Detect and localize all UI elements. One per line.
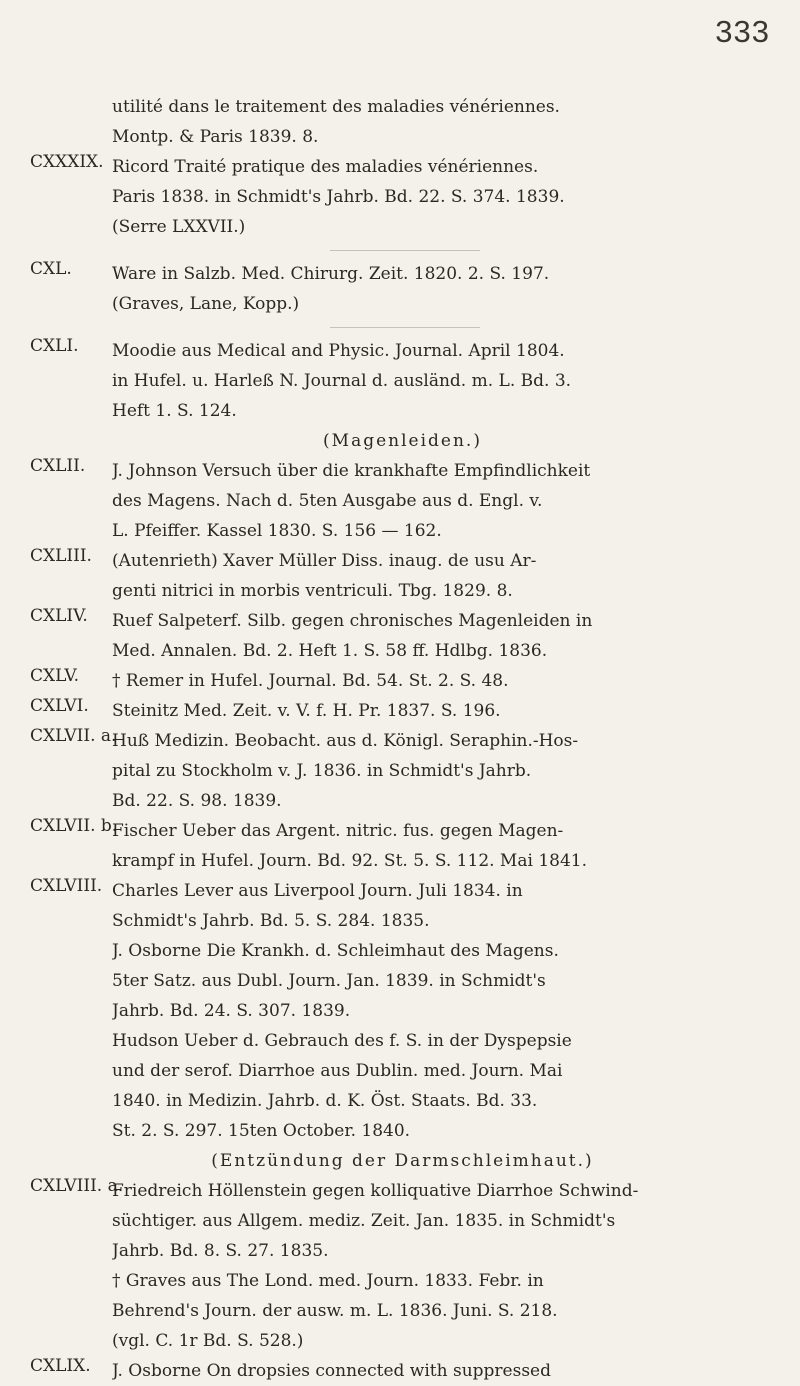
entry-label: CXLI. [30, 336, 79, 356]
entry-line: Bd. 22. S. 98. 1839. [112, 791, 282, 811]
entry-line: Ruef Salpeterf. Silb. gegen chronisches Magenleiden in [112, 611, 593, 631]
entry-line: (Autenrieth) Xaver Müller Diss. inaug. de usu Ar- [112, 551, 537, 571]
entry-line: J. Johnson Versuch über die krankhafte Empfindlichkeit [112, 461, 591, 481]
entry-line: Ware in Salzb. Med. Chirurg. Zeit. 1820. 2. S. 197. [112, 264, 550, 284]
entry-line: krampf in Hufel. Journ. Bd. 92. St. 5. S. 112. Mai 1841. [112, 851, 587, 871]
bibliography-entry [30, 666, 775, 696]
entry-line: Montp. & Paris 1839. 8. [112, 127, 319, 147]
page-number: 333 [715, 14, 770, 49]
entry-text [112, 92, 775, 152]
entry-text [112, 666, 775, 696]
entry-text [112, 456, 775, 546]
entry-line: Huß Medizin. Beobacht. aus d. Königl. Seraphin.-Hos- [112, 731, 579, 751]
entry-text [112, 606, 775, 666]
entry-line: (Graves, Lane, Kopp.) [112, 294, 300, 314]
entry-line: Paris 1838. in Schmidt's Jahrb. Bd. 22. S. 374. 1839. [112, 187, 565, 207]
section-heading: (Entzündung der Darmschleimhaut.) [211, 1151, 594, 1171]
entry-line: Ricord Traité pratique des maladies vénériennes. [112, 157, 539, 177]
entry-text [112, 1176, 775, 1356]
entry-line: Jahrb. Bd. 8. S. 27. 1835. [112, 1241, 329, 1261]
section-heading: (Magenleiden.) [323, 431, 482, 451]
entry-line: pital zu Stockholm v. J. 1836. in Schmidt's Jahrb. [112, 761, 532, 781]
bibliography-entry [30, 816, 775, 876]
entry-text [112, 259, 775, 319]
divider [330, 250, 480, 251]
entry-line: Heft 1. S. 124. [112, 401, 237, 421]
entry-line: Jahrb. Bd. 24. S. 307. 1839. [112, 1001, 351, 1021]
bibliography-entry [30, 152, 775, 242]
entry-line: 1840. in Medizin. Jahrb. d. K. Öst. Staats. Bd. 33. [112, 1091, 538, 1111]
entry-label: CXLIV. [30, 606, 88, 626]
entry-line: † Graves aus The Lond. med. Journ. 1833. Febr. in [112, 1271, 544, 1291]
entry-text [112, 1356, 775, 1386]
entry-line: und der serof. Diarrhoe aus Dublin. med. Journ. Mai [112, 1061, 563, 1081]
entry-line: Moodie aus Medical and Physic. Journal. April 1804. [112, 341, 565, 361]
entry-label: CXLVIII. [30, 876, 103, 896]
entry-line: Hudson Ueber d. Gebrauch des f. S. in der Dyspepsie [112, 1031, 572, 1051]
entry-line: J. Osborne On dropsies connected with suppressed [112, 1361, 551, 1381]
bibliography-entry [30, 726, 775, 816]
bibliography-entry [30, 456, 775, 546]
entry-line: Charles Lever aus Liverpool Journ. Juli 1834. in [112, 881, 523, 901]
entry-text [112, 152, 775, 242]
entry-line: Steinitz Med. Zeit. v. V. f. H. Pr. 1837. S. 196. [112, 701, 501, 721]
entry-label: CXLVI. [30, 696, 89, 716]
entry-line: J. Osborne Die Krankh. d. Schleimhaut des Magens. [112, 941, 559, 961]
bibliography-entry [30, 606, 775, 666]
entry-line: utilité dans le traitement des maladies vénériennes. [112, 97, 560, 117]
entry-text [112, 696, 775, 726]
entry-line: des Magens. Nach d. 5ten Ausgabe aus d. Engl. v. [112, 491, 543, 511]
entry-line: L. Pfeiffer. Kassel 1830. S. 156 — 162. [112, 521, 442, 541]
entry-line: 5ter Satz. aus Dubl. Journ. Jan. 1839. in Schmidt's [112, 971, 546, 991]
entry-label: CXL. [30, 259, 72, 279]
entry-line: Fischer Ueber das Argent. nitric. fus. gegen Magen- [112, 821, 564, 841]
entry-text [112, 726, 775, 816]
bibliography-entry [30, 696, 775, 726]
entry-line: St. 2. S. 297. 15ten October. 1840. [112, 1121, 411, 1141]
entry-label: CXLII. [30, 456, 86, 476]
entry-line: Friedreich Höllenstein gegen kolliquative Diarrhoe Schwind- [112, 1181, 639, 1201]
entry-label: CXLVII. b. [30, 816, 118, 836]
entry-label: CXLVIII. a. [30, 1176, 124, 1196]
entry-label: CXXXIX. [30, 152, 104, 172]
entry-line: (vgl. C. 1r Bd. S. 528.) [112, 1331, 304, 1351]
entry-line: Med. Annalen. Bd. 2. Heft 1. S. 58 ff. Hdlbg. 1836. [112, 641, 548, 661]
bibliography-entry [30, 92, 775, 152]
entry-label: CXLIII. [30, 546, 92, 566]
entry-line: Behrend's Journ. der ausw. m. L. 1836. Juni. S. 218. [112, 1301, 558, 1321]
bibliography-entry [30, 259, 775, 319]
entry-line: (Serre LXXVII.) [112, 217, 246, 237]
entry-text [112, 876, 775, 1146]
entry-line: genti nitrici in morbis ventriculi. Tbg. 1829. 8. [112, 581, 513, 601]
entry-label: CXLIX. [30, 1356, 91, 1376]
bibliography-entry [30, 876, 775, 1146]
entry-line: Schmidt's Jahrb. Bd. 5. S. 284. 1835. [112, 911, 430, 931]
divider [330, 327, 480, 328]
bibliography-entry [30, 1176, 775, 1356]
entry-line: in Hufel. u. Harleß N. Journal d. ausländ. m. L. Bd. 3. [112, 371, 572, 391]
entry-text [112, 546, 775, 606]
entry-list [30, 92, 775, 1386]
entry-label: CXLV. [30, 666, 80, 686]
bibliography-entry [30, 546, 775, 606]
entry-line: † Remer in Hufel. Journal. Bd. 54. St. 2. S. 48. [112, 671, 509, 691]
bibliography-entry [30, 1356, 775, 1386]
entry-text [112, 336, 775, 426]
entry-label: CXLVII. a. [30, 726, 117, 746]
entry-text [112, 816, 775, 876]
bibliography-entry [30, 336, 775, 426]
entry-line: süchtiger. aus Allgem. mediz. Zeit. Jan. 1835. in Schmidt's [112, 1211, 616, 1231]
